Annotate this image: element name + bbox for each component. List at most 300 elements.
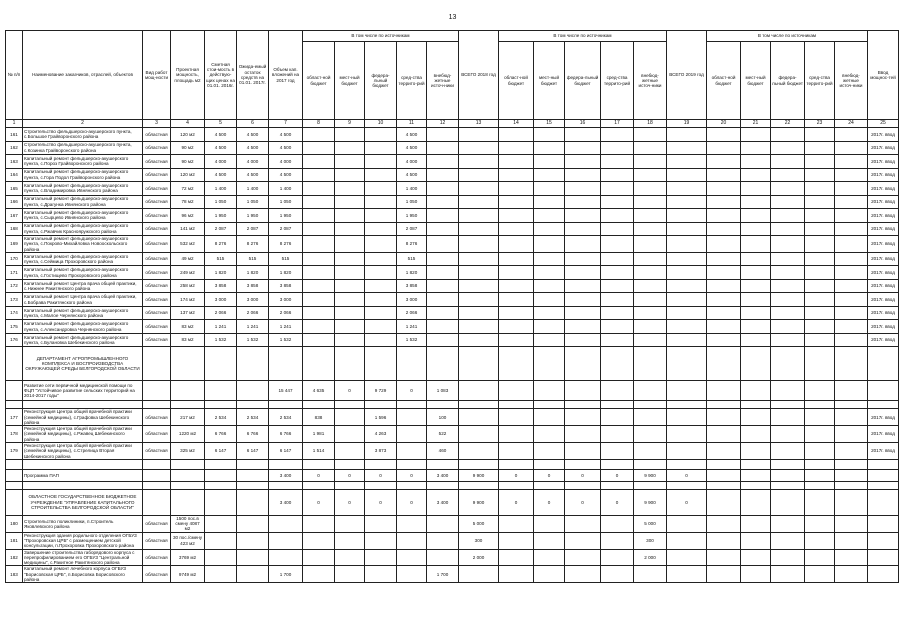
table-cell: [805, 481, 835, 489]
table-cell: [667, 401, 707, 409]
cell-c20: [707, 168, 741, 182]
table-cell: [835, 347, 868, 381]
cell-type: [143, 381, 171, 401]
table-row: [6, 515, 899, 532]
cell-cost: 6 147: [205, 443, 237, 460]
header-remain: Ожида-емый остаток средств на 01.01. 2017г.: [237, 31, 269, 120]
cell-rem: 4 500: [237, 168, 269, 182]
cell-cost: 1 400: [205, 182, 237, 196]
table-cell: [534, 401, 565, 409]
cell-c11: [397, 549, 427, 566]
cell-c17: [601, 409, 634, 426]
cell-rem: 3 858: [237, 279, 269, 293]
cell-c24: [835, 168, 868, 182]
cell-c14: 0: [499, 489, 534, 515]
cell-c15: [534, 155, 565, 169]
cell-cap: 78 м2: [171, 195, 205, 209]
cell-c24: [835, 532, 868, 549]
spacer-row: [6, 481, 899, 489]
cell-c12: [427, 306, 459, 320]
cell-c16: [565, 443, 601, 460]
cell-c23: [805, 128, 835, 142]
cell-c18: [634, 209, 667, 223]
cell-c22: [771, 566, 805, 583]
cell-n: [6, 381, 23, 401]
cell-c8: [303, 141, 335, 155]
cell-c20: [707, 141, 741, 155]
cell-c10: [365, 168, 397, 182]
cell-c15: [534, 182, 565, 196]
cell-c14: [499, 409, 534, 426]
cell-input: 2017г. ввод: [868, 168, 899, 182]
cell-t18: [459, 168, 499, 182]
cell-c11: 4 500: [397, 141, 427, 155]
cell-type: областная: [143, 409, 171, 426]
cell-c18: [634, 195, 667, 209]
cell-c22: [771, 426, 805, 443]
table-cell: [303, 401, 335, 409]
table-cell: [741, 481, 771, 489]
cell-c21: [741, 320, 771, 334]
cell-n: 174: [6, 306, 23, 320]
cell-c22: [771, 266, 805, 280]
cell-n: 175: [6, 320, 23, 334]
cell-type: областная: [143, 168, 171, 182]
cell-c18: [634, 320, 667, 334]
cell-rem: 1 241: [237, 320, 269, 334]
table-cell: [601, 401, 634, 409]
cell-input: 2017г. ввод: [868, 128, 899, 142]
table-cell: [835, 459, 868, 469]
table-cell: [23, 401, 143, 409]
cell-c9: 0: [335, 469, 365, 481]
cell-c22: [771, 182, 805, 196]
cell-t19: [667, 293, 707, 307]
cell-rem: 1 400: [237, 182, 269, 196]
cell-input: [868, 532, 899, 549]
table-cell: [868, 459, 899, 469]
cell-c17: [601, 549, 634, 566]
cell-c9: [335, 515, 365, 532]
cell-c11: 4 500: [397, 168, 427, 182]
table-cell: [6, 401, 23, 409]
table-cell: [741, 459, 771, 469]
cell-c16: [565, 128, 601, 142]
cell-name: Капитальный ремонт Центра врача общей практики, с.Нижнее Ракитянского района: [23, 279, 143, 293]
cell-c16: [565, 320, 601, 334]
cell-t18: [459, 209, 499, 223]
cell-c20: [707, 266, 741, 280]
cell-c23: [805, 209, 835, 223]
header-total2018: ВСЕГО 2018 год: [459, 31, 499, 120]
cell-c10: [365, 141, 397, 155]
cell-cost: [205, 515, 237, 532]
column-number: 15: [534, 120, 565, 128]
cell-c20: [707, 279, 741, 293]
cell-rem: [237, 532, 269, 549]
cell-c24: [835, 155, 868, 169]
cell-c24: [835, 409, 868, 426]
cell-c22: [771, 320, 805, 334]
cell-c16: [565, 409, 601, 426]
cell-c18: [634, 426, 667, 443]
cell-c11: 1 050: [397, 195, 427, 209]
cell-c10: [365, 320, 397, 334]
table-cell: [601, 481, 634, 489]
cell-c16: [565, 279, 601, 293]
cell-vol: [269, 532, 303, 549]
cell-cap: 83 м2: [171, 320, 205, 334]
cell-t19: [667, 409, 707, 426]
cell-c14: 0: [499, 469, 534, 481]
cell-cost: 4 500: [205, 141, 237, 155]
cell-c11: 2 066: [397, 306, 427, 320]
cell-c11: [397, 443, 427, 460]
cell-t19: [667, 168, 707, 182]
cell-c24: [835, 469, 868, 481]
table-row: [6, 293, 899, 307]
cell-input: 2017г. ввод: [868, 266, 899, 280]
cell-c15: [534, 141, 565, 155]
cell-cost: 1 532: [205, 333, 237, 347]
cell-c23: [805, 279, 835, 293]
cell-t18: [459, 443, 499, 460]
cell-c23: [805, 293, 835, 307]
cell-t18: 9 900: [459, 489, 499, 515]
cell-type: областная: [143, 426, 171, 443]
cell-vol: 2 066: [269, 306, 303, 320]
column-number: 11: [397, 120, 427, 128]
cell-c22: [771, 549, 805, 566]
column-number: 10: [365, 120, 397, 128]
cell-c12: 1 083: [427, 381, 459, 401]
cell-vol: [269, 549, 303, 566]
cell-c20: [707, 566, 741, 583]
cell-type: областная: [143, 532, 171, 549]
column-number: 20: [707, 120, 741, 128]
cell-cap: 174 м2: [171, 293, 205, 307]
cell-c20: [707, 182, 741, 196]
cell-cost: 1 950: [205, 209, 237, 223]
cell-t18: [459, 381, 499, 401]
table-cell: [427, 347, 459, 381]
cell-t18: [459, 279, 499, 293]
table-cell: [365, 481, 397, 489]
cell-type: областная: [143, 566, 171, 583]
cell-c24: [835, 141, 868, 155]
header-type: Вид работ мощ-ности: [143, 31, 171, 120]
cell-rem: 1 532: [237, 333, 269, 347]
cell-c9: 0: [335, 489, 365, 515]
cell-c24: [835, 566, 868, 583]
page-number: 13: [448, 14, 457, 21]
cell-c21: [741, 333, 771, 347]
cell-c8: [303, 195, 335, 209]
cell-t19: 0: [667, 489, 707, 515]
cell-rem: 4 000: [237, 155, 269, 169]
cell-c12: [427, 549, 459, 566]
cell-t19: [667, 266, 707, 280]
cell-c22: [771, 469, 805, 481]
cell-vol: 1 050: [269, 195, 303, 209]
spacer-row: [6, 401, 899, 409]
cell-c20: [707, 333, 741, 347]
column-number: 21: [741, 120, 771, 128]
cell-c10: [365, 236, 397, 253]
table-cell: [634, 347, 667, 381]
cell-c15: [534, 209, 565, 223]
cell-c9: [335, 266, 365, 280]
header-federal: федера-льный бюджет: [771, 42, 805, 120]
cell-c23: [805, 409, 835, 426]
cell-name: Завершение строительства габорядового корпуса с перепрофилированием его ОГБУЗ "Центральной медицины", с.Ракитное Ракитянского района: [23, 549, 143, 566]
cell-c14: [499, 222, 534, 236]
cell-c15: 0: [534, 489, 565, 515]
cell-c12: [427, 141, 459, 155]
cell-type: областная: [143, 155, 171, 169]
cell-t18: [459, 426, 499, 443]
table-cell: [741, 401, 771, 409]
table-cell: [771, 481, 805, 489]
cell-name: Капитальный ремонт фельдшерско-акушерского пункта, с.Булановка Шебекинского района: [23, 333, 143, 347]
cell-t19: [667, 381, 707, 401]
cell-c15: [534, 443, 565, 460]
cell-c12: 460: [427, 443, 459, 460]
cell-vol: 1 532: [269, 333, 303, 347]
cell-t18: [459, 252, 499, 266]
cell-c9: [335, 293, 365, 307]
cell-t19: [667, 320, 707, 334]
cell-c12: [427, 236, 459, 253]
cell-c21: [741, 549, 771, 566]
cell-c18: 5 000: [634, 515, 667, 532]
cell-c22: [771, 306, 805, 320]
table-cell: [565, 347, 601, 381]
cell-t18: 300: [459, 532, 499, 549]
section-title-dept: ДЕПАРТАМЕНТ АГРОПРОМЫШЛЕННОГО КОМПЛЕКСА И ВОСПРОИЗВОДСТВА ОКРУЖАЮЩЕЙ СРЕДЫ БЕЛГОРОДСКОЙ ОБЛАСТИ: [23, 347, 143, 381]
cell-c9: [335, 195, 365, 209]
cell-c8: [303, 320, 335, 334]
cell-input: 2017г. ввод: [868, 426, 899, 443]
cell-c22: [771, 222, 805, 236]
cell-c17: [601, 306, 634, 320]
cell-rem: 515: [237, 252, 269, 266]
cell-c11: 0: [397, 469, 427, 481]
cell-name: Строительство фельдшерско-акушерского пункта, с.Козинка Грайворонского района: [23, 141, 143, 155]
cell-c10: 9 729: [365, 381, 397, 401]
table-cell: [707, 347, 741, 381]
table-cell: [205, 347, 237, 381]
spacer-row: [6, 459, 899, 469]
cell-c16: [565, 209, 601, 223]
cell-vol: 6 147: [269, 443, 303, 460]
cell-c9: [335, 532, 365, 549]
table-cell: [365, 459, 397, 469]
table-cell: [534, 459, 565, 469]
cell-c21: [741, 209, 771, 223]
cell-c10: 4 263: [365, 426, 397, 443]
cell-rem: 2 534: [237, 409, 269, 426]
table-cell: [565, 401, 601, 409]
table-cell: [835, 481, 868, 489]
cell-c22: [771, 293, 805, 307]
cell-c14: [499, 426, 534, 443]
column-number: 4: [171, 120, 205, 128]
table-cell: [237, 481, 269, 489]
cell-c22: [771, 236, 805, 253]
cell-c11: 1 950: [397, 209, 427, 223]
cell-c10: [365, 252, 397, 266]
cell-c9: [335, 141, 365, 155]
cell-c16: [565, 515, 601, 532]
cell-cap: 3769 м2: [171, 549, 205, 566]
cell-n: 167: [6, 209, 23, 223]
cell-c18: [634, 236, 667, 253]
cell-c22: [771, 168, 805, 182]
cell-c11: 0: [397, 489, 427, 515]
cell-c20: [707, 252, 741, 266]
cell-name: Реконструкция Центра общей врачебной практики (семейной медицины), с.Ржавец Шебекинского района: [23, 426, 143, 443]
cell-t18: [459, 306, 499, 320]
table-row: [6, 252, 899, 266]
cell-c15: [534, 168, 565, 182]
column-number: 9: [335, 120, 365, 128]
cell-c10: 0: [365, 469, 397, 481]
cell-c10: [365, 155, 397, 169]
cell-n: 171: [6, 266, 23, 280]
table-cell: [667, 347, 707, 381]
cell-t19: [667, 443, 707, 460]
cell-c16: [565, 549, 601, 566]
cell-c24: [835, 549, 868, 566]
cell-c24: [835, 279, 868, 293]
cell-c10: [365, 549, 397, 566]
cell-n: 172: [6, 279, 23, 293]
cell-c16: 0: [565, 489, 601, 515]
cell-c8: [303, 222, 335, 236]
cell-cost: 2 534: [205, 409, 237, 426]
cell-c16: [565, 266, 601, 280]
cell-c10: [365, 566, 397, 583]
cell-c12: [427, 182, 459, 196]
cell-cap: [171, 469, 205, 481]
cell-name: Развитие сети первичной медицинской помощи по ФЦП "Устойчивое развитие сельских территорий на 2014-2017 годы": [23, 381, 143, 401]
cell-c18: [634, 266, 667, 280]
cell-c20: [707, 320, 741, 334]
table-cell: [601, 347, 634, 381]
cell-c20: [707, 443, 741, 460]
cell-c17: [601, 426, 634, 443]
table-cell: [269, 459, 303, 469]
cell-type: областная: [143, 141, 171, 155]
cell-c24: [835, 236, 868, 253]
cell-t18: [459, 128, 499, 142]
cell-n: 173: [6, 293, 23, 307]
cell-name: Капитальный ремонт фельдшерско-акушерского пункта, с.Гостищево Прохоровского района: [23, 266, 143, 280]
cell-c11: 1 241: [397, 320, 427, 334]
cell-c11: 3 858: [397, 279, 427, 293]
cell-c21: [741, 566, 771, 583]
cell-c8: [303, 549, 335, 566]
cell-type: областная: [143, 306, 171, 320]
cell-cost: 1 050: [205, 195, 237, 209]
table-cell: [771, 401, 805, 409]
cell-vol: 4 500: [269, 128, 303, 142]
table-cell: [143, 481, 171, 489]
cell-c17: [601, 168, 634, 182]
cell-c8: [303, 566, 335, 583]
cell-cost: 1 241: [205, 320, 237, 334]
cell-type: областная: [143, 236, 171, 253]
cell-c17: [601, 443, 634, 460]
cell-c8: [303, 293, 335, 307]
cell-vol: 3 858: [269, 279, 303, 293]
table-cell: [427, 481, 459, 489]
cell-c17: [601, 333, 634, 347]
cell-c23: [805, 236, 835, 253]
cell-c8: [303, 236, 335, 253]
table-cell: [205, 481, 237, 489]
cell-type: областная: [143, 266, 171, 280]
cell-cap: 96 м2: [171, 209, 205, 223]
table-cell: [868, 347, 899, 381]
cell-c11: [397, 515, 427, 532]
header-rownum: № п/п: [6, 31, 23, 120]
cell-vol: 8 276: [269, 236, 303, 253]
cell-name: Строительство фельдшерско-акушерского пункта, с.Большое Грайворонского района: [23, 128, 143, 142]
cell-c16: [565, 141, 601, 155]
table-cell: [143, 401, 171, 409]
cell-vol: 1 241: [269, 320, 303, 334]
cell-c20: [707, 222, 741, 236]
cell-c14: [499, 209, 534, 223]
cell-t18: [459, 293, 499, 307]
cell-c24: [835, 195, 868, 209]
cell-c12: [427, 252, 459, 266]
column-number: 3: [143, 120, 171, 128]
table-cell: [427, 459, 459, 469]
cell-c24: [835, 320, 868, 334]
table-cell: [459, 401, 499, 409]
cell-c23: [805, 333, 835, 347]
cell-input: 2017г. ввод: [868, 182, 899, 196]
cell-c17: [601, 128, 634, 142]
cell-c9: [335, 443, 365, 460]
cell-t18: [459, 266, 499, 280]
cell-name: Капитальный ремонт фельдшерско-акушерского пункта, с.Покрово-Михайловка Новооскольского района: [23, 236, 143, 253]
cell-rem: [237, 489, 269, 515]
cell-cap: 137 м2: [171, 306, 205, 320]
cell-rem: 3 000: [237, 293, 269, 307]
cell-rem: 1 050: [237, 195, 269, 209]
cell-c20: [707, 236, 741, 253]
cell-type: областная: [143, 182, 171, 196]
cell-vol: 3 400: [269, 469, 303, 481]
cell-cost: 2 087: [205, 222, 237, 236]
table-cell: [171, 481, 205, 489]
table-row: [6, 141, 899, 155]
cell-c20: [707, 128, 741, 142]
cell-n: 180: [6, 515, 23, 532]
cell-c12: [427, 168, 459, 182]
cell-c14: [499, 549, 534, 566]
cell-c8: 0: [303, 489, 335, 515]
cell-c15: [534, 128, 565, 142]
cell-c17: [601, 532, 634, 549]
cell-c14: [499, 182, 534, 196]
cell-c21: [741, 252, 771, 266]
cell-c15: [534, 195, 565, 209]
